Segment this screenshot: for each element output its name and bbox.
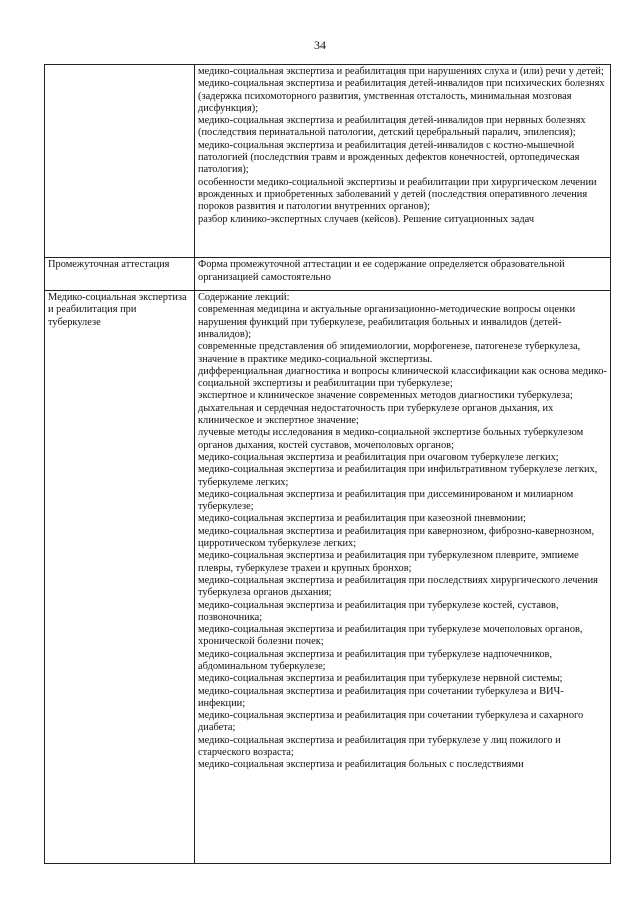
content-item: современные представления об эпидемиологии, морфогенезе, патогенезе туберкулеза, значение в практике медико-социальной экспертизы. xyxy=(198,341,581,365)
content-item: медико-социальная экспертиза и реабилитация при туберкулезе у лиц пожилого и старческого возраста; xyxy=(198,734,561,759)
content-item: медико-социальная экспертиза и реабилитация при туберкулезе костей, суставов, позвоночника; xyxy=(198,599,559,623)
section-title: Промежуточная аттестация xyxy=(48,259,170,271)
content-item: медико-социальная экспертиза и реабилитация при инфильтративном туберкулезе легких, туберкулеме легких; xyxy=(198,464,598,488)
content-item: медико-социальная экспертиза и реабилитация детей-инвалидов при психических болезнях (задержка психомоторного развития, умственная отсталость, минимальная мозговая дисфункция); xyxy=(198,78,605,114)
content-item: медико-социальная экспертиза и реабилитация при сочетании туберкулеза и сахарного диабета; xyxy=(198,710,584,734)
table-row xyxy=(45,65,611,258)
content-item: современная медицина и актуальные организационно-методические вопросы оценки нарушения функций при туберкулезе, реабилитация больных и инвалидов (детей-инвалидов); xyxy=(198,304,576,340)
content-item: медико-социальная экспертиза и реабилитация при туберкулезном плеврите, эмпиеме плевры, туберкулезе трахеи и крупных бронхов; xyxy=(198,550,579,574)
section-title-cell xyxy=(45,291,195,864)
table-row xyxy=(45,258,611,291)
content-item: Форма промежуточной аттестации и ее содержание определяется образовательной организацией самостоятельно xyxy=(198,259,565,283)
table-body xyxy=(45,65,611,864)
table-row xyxy=(45,291,611,864)
section-title-cell xyxy=(45,258,195,291)
content-item: медико-социальная экспертиза и реабилитация при кавернозном, фиброзно-кавернозном, цирротическом туберкулезе легких; xyxy=(198,525,595,550)
content-item: медико-социальная экспертиза и реабилитация при туберкулезе нервной системы; xyxy=(198,673,563,685)
content-item: экспертное и клиническое значение современных методов диагностики туберкулеза; xyxy=(198,390,573,402)
content-item: дыхательная и сердечная недостаточность при туберкулезе органов дыхания, их клиническое и экспертное значение; xyxy=(198,402,554,427)
curriculum-table xyxy=(44,64,611,864)
content-cell xyxy=(195,258,611,291)
content-item: медико-социальная экспертиза и реабилитация при очаговом туберкулезе легких; xyxy=(198,451,559,463)
content-item: медико-социальная экспертиза и реабилитация детей-инвалидов с костно-мышечной патологией (последствия травм и врожденных дефектов конечностей, ортопедическая патология); xyxy=(198,139,580,176)
content-item: разбор клинико-экспертных случаев (кейсов). Решение ситуационных задач xyxy=(198,213,535,225)
content-item: медико-социальная экспертиза и реабилитация при туберкулезе надпочечников, абдоминальном туберкулезе; xyxy=(198,648,553,672)
content-item: медико-социальная экспертиза и реабилитация при сочетании туберкулеза и ВИЧ-инфекции; xyxy=(198,685,564,709)
content-item: медико-социальная экспертиза и реабилитация при казеозной пневмонии; xyxy=(198,513,526,525)
content-item: особенности медико-социальной экспертизы и реабилитации при хирургическом лечении врожденных и приобретенных заболеваний у детей (последствия оперативного лечения пороков развития и патологии внутренних органов); xyxy=(198,176,597,213)
content-item: медико-социальная экспертиза и реабилитация при туберкулезе мочеполовых органов, хронической болезни почек; xyxy=(198,624,583,648)
content-item: медико-социальная экспертиза и реабилитация при нарушениях слуха и (или) речи у детей; xyxy=(198,66,604,77)
content-item: медико-социальная экспертиза и реабилитация при диссеминированом и милиарном туберкулезе; xyxy=(198,488,574,513)
content-item: медико-социальная экспертиза и реабилитация при последствиях хирургического лечения туберкулеза органов дыхания; xyxy=(198,574,598,599)
content-item: Содержание лекций: xyxy=(198,292,290,304)
content-cell xyxy=(195,291,611,864)
content-item: медико-социальная экспертиза и реабилитация детей-инвалидов при нервных болезнях (последствия перинатальной патологии, детский церебральный паралич, эпилепсия); xyxy=(198,115,586,139)
section-title: Медико-социальная экспертиза и реабилитация при туберкулезе xyxy=(48,292,187,328)
section-title-cell xyxy=(45,65,195,258)
content-item: дифференциальная диагностика и вопросы клинической классификации как основа медико-социальной экспертизы и реабилитации при туберкулезе; xyxy=(198,365,607,390)
content-item: медико-социальная экспертиза и реабилитация больных с последствиями xyxy=(198,759,524,771)
content-cell xyxy=(195,65,611,258)
page-number: 34 xyxy=(314,38,326,52)
content-item: лучевые методы исследования в медико-социальной экспертизе больных туберкулезом органов дыхания, костей суставов, мочеполовых органов; xyxy=(198,427,584,451)
